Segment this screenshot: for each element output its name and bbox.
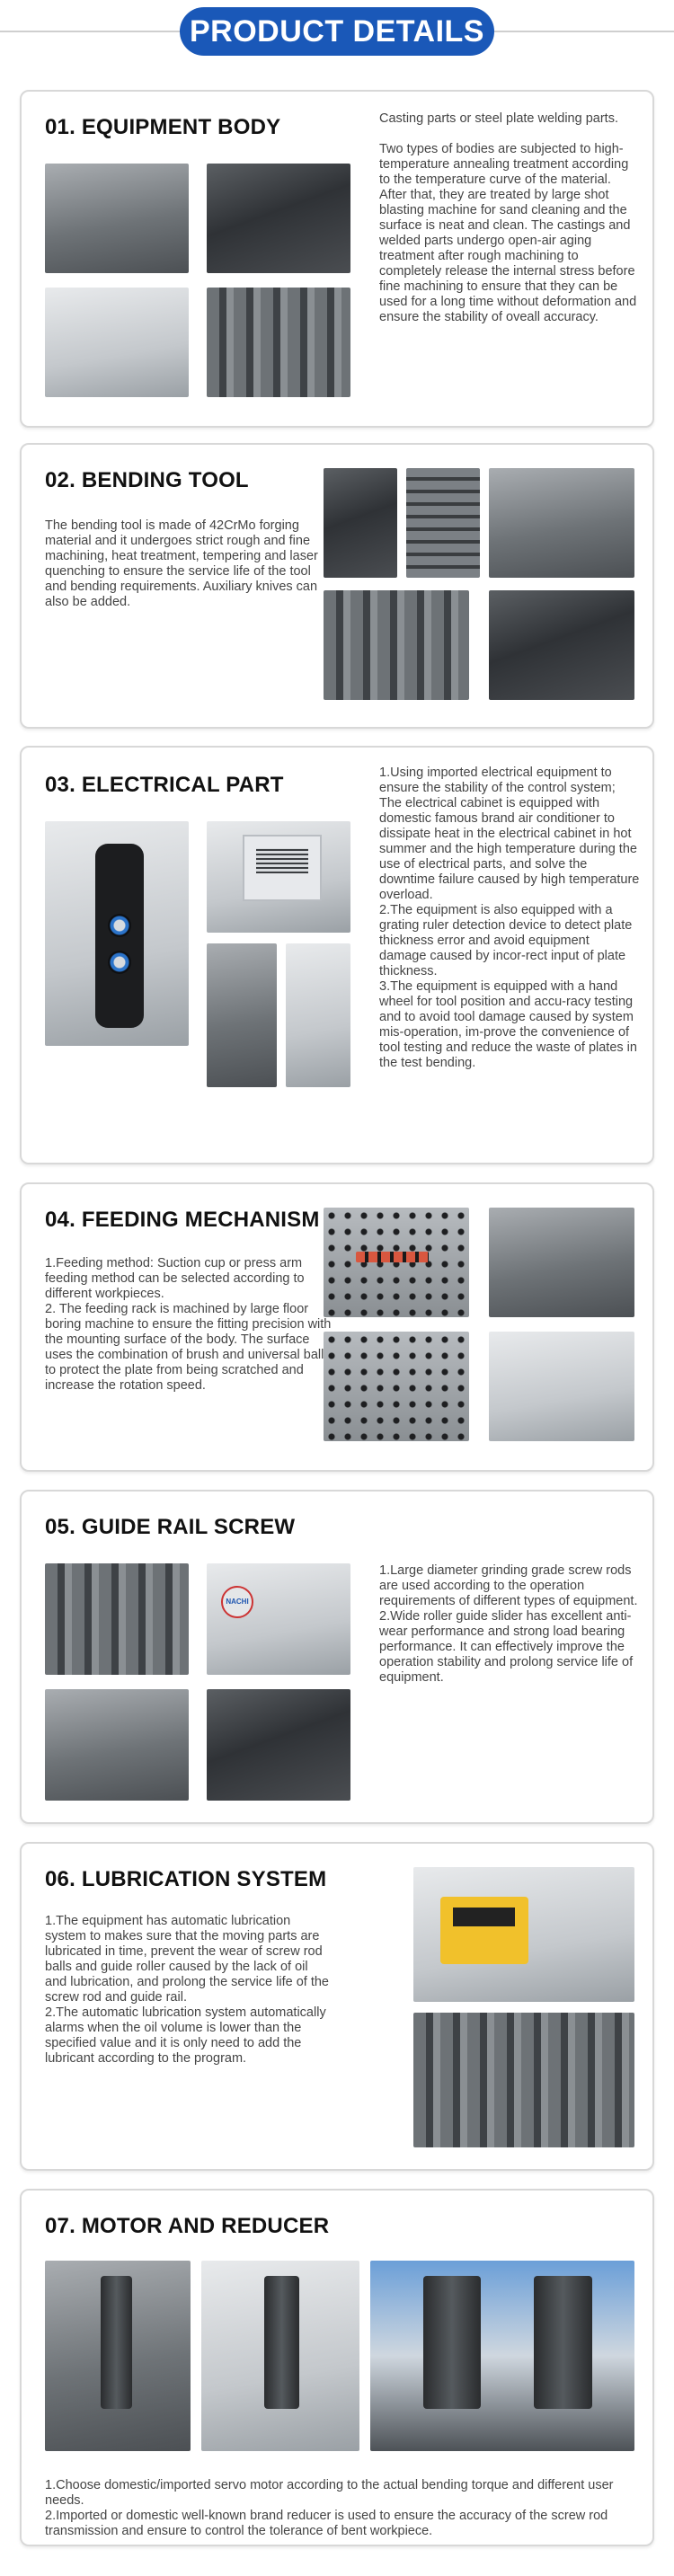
pendant-controller-icon xyxy=(95,844,144,1028)
pendant-knob-icon xyxy=(108,951,131,974)
bending-tool-photo xyxy=(489,468,634,578)
lubrication-pump-photo xyxy=(413,1867,634,2002)
section-description: 1.Feeding method: Suction cup or press arm feeding method can be selected according to different workpieces. 2. The feeding rack is machined by large floor boring machine to ensure the fitting precision with the mounting surface of the body. The surface uses the combination of brush and universal ball to protect the plate from being scratched and increase the rotation speed. xyxy=(45,1256,332,1393)
feeding-rack-photo xyxy=(489,1332,634,1441)
equipment-body-photo xyxy=(207,164,350,273)
section-electrical-part xyxy=(20,746,654,1164)
section-feeding-mechanism xyxy=(20,1182,654,1472)
servo-motor-icon xyxy=(423,2276,482,2409)
section-title: 03. ELECTRICAL PART xyxy=(45,773,284,797)
section-description: The bending tool is made of 42CrMo forging material and it undergoes strict rough and fine machining, heat treatment, tempering and laser quenching to ensure the service life of the tool and bending requirements. Auxiliary knives can also be added. xyxy=(45,518,318,609)
electrical-grating-ruler-photo xyxy=(207,943,277,1087)
servo-motor-icon xyxy=(264,2276,299,2409)
section-description: 1.The equipment has automatic lubrication system to makes sure that the moving parts are lubricated in time, prevent the wear of screw rod balls and guide roller caused by the lack of oil and lubrication, and prolong the service life of the screw rod and guide rail. 2.The automatic lubrication system automatically alarms when the oil volume is lower than the specified value and it is only need to add the lubricant according to the program. xyxy=(45,1914,329,2066)
bending-tool-photo xyxy=(489,590,634,700)
section-description: 1.Using imported electrical equipment to ensure the stability of the control system; The electrical cabinet is equipped with domestic famous brand air conditioner to dissipate heat in the electrical cabinet in hot summer and the high temperature during the use of electrical parts, and solve the downtime failure caused by high temperature overload. 2.The equipment is also equipped with a grating ruler detection device to detect plate thickness error and avoid equipment damage caused by incor-rect input of plate thickness. 3.The equipment is equipped with a hand wheel for tool position and accu-racy testing and to avoid tool damage caused by system mis-operation, im-prove the convenience of tool testing and reduce the waste of plates in the test bending. xyxy=(379,766,640,1070)
guide-rail-photo xyxy=(207,1689,350,1801)
motor-reducer-photo xyxy=(370,2261,634,2451)
equipment-body-photo xyxy=(45,164,189,273)
section-description: 1.Large diameter grinding grade screw rods are used according to the operation requirements of different types of equipment. 2.Wide roller guide slider has excellent anti-wear performance and strong load bearing performance. It can effectively improve the operation stability and prolong service life of equipment. xyxy=(379,1563,638,1685)
page-header xyxy=(0,0,674,63)
section-title: 06. LUBRICATION SYSTEM xyxy=(45,1867,327,1891)
equipment-body-photo xyxy=(207,288,350,397)
motor-reducer-photo xyxy=(45,2261,191,2451)
nachi-logo: NACHI xyxy=(221,1586,253,1618)
lubrication-lines-photo xyxy=(413,2013,634,2147)
section-motor-reducer xyxy=(20,2189,654,2546)
section-title: 04. FEEDING MECHANISM xyxy=(45,1208,320,1232)
feeding-rack-photo xyxy=(489,1208,634,1317)
electrical-wiring-photo xyxy=(286,943,350,1087)
servo-motor-icon xyxy=(534,2276,592,2409)
electrical-handwheel-photo xyxy=(45,821,189,1046)
electrical-cabinet-photo xyxy=(207,821,350,933)
guide-rail-photo xyxy=(45,1689,189,1801)
feeding-rack-photo xyxy=(324,1208,469,1317)
bending-tool-photo xyxy=(324,590,469,700)
pump-display-icon xyxy=(453,1908,515,1926)
equipment-body-photo xyxy=(45,288,189,397)
section-title: 05. GUIDE RAIL SCREW xyxy=(45,1515,296,1539)
vent-icon xyxy=(256,848,309,873)
section-title: 02. BENDING TOOL xyxy=(45,468,249,492)
section-equipment-body xyxy=(20,90,654,428)
section-bending-tool xyxy=(20,443,654,729)
section-guide-rail-screw xyxy=(20,1490,654,1824)
section-description: 1.Choose domestic/imported servo motor according to the actual bending torque and different user needs. 2.Imported or domestic well-known brand reducer is used to ensure the accuracy of the screw rod transmission and ensure to control the tolerance of bent workpiece. xyxy=(45,2478,614,2538)
air-conditioner-icon xyxy=(243,835,322,901)
header-divider-right xyxy=(490,31,674,32)
pendant-knob-icon xyxy=(108,914,131,937)
guide-rail-photo xyxy=(207,1563,350,1675)
section-description: Casting parts or steel plate welding parts. Two types of bodies are subjected to high-temperature annealing treatment according to the temperature curve of the material. After that, they are treated by large shot blasting machine for sand cleaning and the surface is neat and clean. The castings and welded parts undergo open-air aging treatment after rough machining to completely release the internal stress before fine machining to ensure that they can be used for a long time without deformation and ensure the stability of oveall accuracy. xyxy=(379,111,637,324)
section-lubrication-system xyxy=(20,1842,654,2171)
section-title: 01. EQUIPMENT BODY xyxy=(45,115,281,139)
page-title: PRODUCT DETAILS xyxy=(180,7,494,56)
guide-rail-photo xyxy=(45,1563,189,1675)
feeding-rack-photo xyxy=(324,1332,469,1441)
servo-motor-icon xyxy=(101,2276,133,2409)
header-divider-left xyxy=(0,31,184,32)
motor-reducer-photo xyxy=(201,2261,359,2451)
bending-tool-photo xyxy=(406,468,480,578)
section-title: 07. MOTOR AND REDUCER xyxy=(45,2214,330,2238)
bending-tool-photo xyxy=(324,468,397,578)
suction-cup-row-icon xyxy=(356,1252,429,1262)
